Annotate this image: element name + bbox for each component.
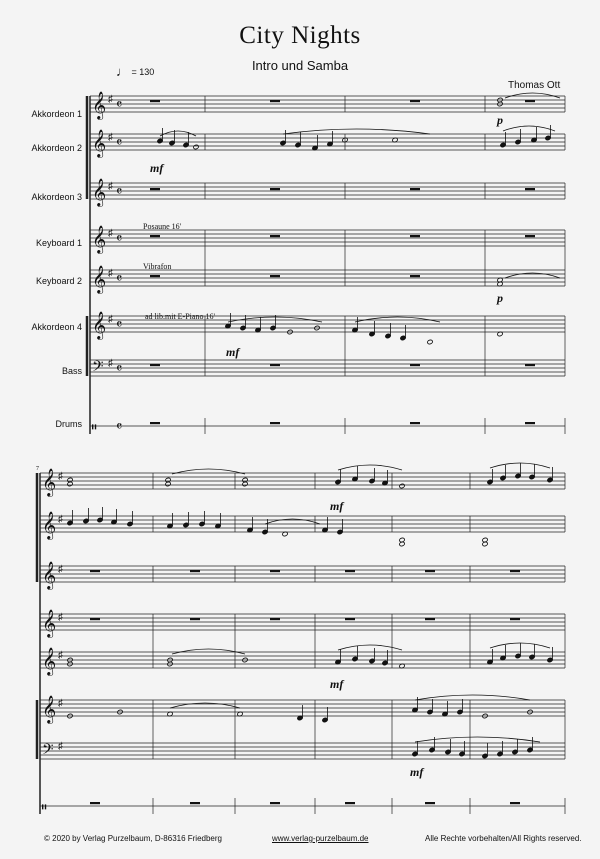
- key-signature-sharp: ♯: [58, 564, 63, 575]
- page-title: City Nights: [239, 22, 361, 49]
- dynamic-marking: mf: [410, 765, 424, 779]
- key-signature-sharp: ♯: [108, 268, 113, 279]
- whole-rest: [270, 802, 280, 804]
- whole-rest: [270, 275, 280, 277]
- percussion-clef-icon: 𝄥: [92, 421, 97, 436]
- whole-rest: [410, 275, 420, 277]
- common-time-icon: 𝄴: [116, 98, 123, 113]
- common-time-icon: 𝄴: [116, 318, 123, 333]
- common-time-icon: 𝄴: [116, 272, 123, 287]
- whole-rest: [270, 100, 280, 102]
- treble-clef-icon: 𝄞: [42, 563, 57, 589]
- treble-clef-icon: 𝄞: [42, 513, 57, 539]
- whole-rest: [270, 570, 280, 572]
- whole-rest: [410, 422, 420, 424]
- whole-rest: [425, 618, 435, 620]
- slur: [172, 649, 245, 654]
- note-head: [165, 481, 171, 486]
- whole-rest: [150, 364, 160, 366]
- quarter-note-icon: ♩: [116, 64, 129, 79]
- instrument-label: Bass: [61, 366, 82, 376]
- whole-rest: [270, 422, 280, 424]
- note-head: [193, 144, 199, 149]
- key-signature-sharp: ♯: [58, 612, 63, 623]
- whole-rest: [190, 618, 200, 620]
- footer-website-link[interactable]: www.verlag-purzelbaum.de: [272, 834, 369, 843]
- whole-rest: [150, 422, 160, 424]
- treble-clef-icon: 𝄞: [92, 93, 107, 119]
- instrument-label: Keyboard 2: [35, 276, 82, 286]
- slur: [415, 737, 540, 742]
- key-signature-sharp: ♯: [108, 358, 113, 369]
- note-head: [482, 537, 488, 542]
- whole-rest: [525, 422, 535, 424]
- whole-rest: [345, 570, 355, 572]
- note-head: [399, 483, 405, 488]
- instrument-label: Akkordeon 2: [31, 143, 82, 153]
- whole-rest: [510, 570, 520, 572]
- treble-clef-icon: 𝄞: [92, 227, 107, 253]
- treble-clef-icon: 𝄞: [92, 180, 107, 206]
- key-signature-sharp: ♯: [58, 698, 63, 709]
- slur: [505, 93, 560, 98]
- whole-rest: [410, 188, 420, 190]
- whole-rest: [525, 235, 535, 237]
- annotation-vibrafon: Vibrafon: [143, 262, 172, 271]
- whole-rest: [525, 100, 535, 102]
- slur: [338, 465, 402, 470]
- instrument-label: Akkordeon 1: [31, 109, 82, 119]
- whole-rest: [345, 618, 355, 620]
- whole-rest: [190, 570, 200, 572]
- slur: [338, 645, 402, 650]
- whole-rest: [510, 618, 520, 620]
- page-subtitle: Intro und Samba: [251, 58, 349, 73]
- common-time-icon: 𝄴: [116, 185, 123, 200]
- whole-rest: [410, 364, 420, 366]
- whole-rest: [425, 802, 435, 804]
- whole-rest: [90, 618, 100, 620]
- key-signature-sharp: ♯: [108, 181, 113, 192]
- dynamic-marking: mf: [330, 499, 344, 513]
- whole-rest: [190, 802, 200, 804]
- treble-clef-icon: 𝄞: [42, 697, 57, 723]
- note-head: [67, 481, 73, 486]
- whole-rest: [525, 188, 535, 190]
- bass-clef-icon: 𝄢: [92, 358, 104, 378]
- whole-rest: [150, 275, 160, 277]
- treble-clef-icon: 𝄞: [42, 611, 57, 637]
- note-head: [399, 537, 405, 542]
- key-signature-sharp: ♯: [108, 132, 113, 143]
- common-time-icon: 𝄴: [116, 362, 123, 377]
- whole-rest: [345, 802, 355, 804]
- dynamic-marking: mf: [150, 161, 164, 175]
- whole-rest: [425, 570, 435, 572]
- slur: [355, 317, 440, 322]
- key-signature-sharp: ♯: [58, 741, 63, 752]
- tempo-value: = 130: [131, 67, 155, 77]
- bass-clef-icon: 𝄢: [42, 741, 54, 761]
- instrument-label: Akkordeon 3: [31, 192, 82, 202]
- slur: [503, 126, 555, 131]
- whole-rest: [410, 235, 420, 237]
- measure-number: 7: [36, 466, 39, 472]
- treble-clef-icon: 𝄞: [42, 649, 57, 675]
- key-signature-sharp: ♯: [108, 314, 113, 325]
- whole-rest: [150, 100, 160, 102]
- key-signature-sharp: ♯: [108, 228, 113, 239]
- whole-rest: [525, 364, 535, 366]
- annotation-epiano: ad lib.mit E-Piano 16': [145, 312, 215, 321]
- common-time-icon: 𝄴: [116, 232, 123, 247]
- footer-copyright: © 2020 by Verlag Purzelbaum, D-86316 Friedberg: [44, 834, 222, 843]
- whole-rest: [270, 235, 280, 237]
- whole-rest: [90, 802, 100, 804]
- dynamic-marking: mf: [226, 345, 240, 359]
- whole-rest: [410, 100, 420, 102]
- dynamic-marking: mf: [330, 677, 344, 691]
- whole-rest: [150, 188, 160, 190]
- treble-clef-icon: 𝄞: [92, 131, 107, 157]
- instrument-label: Keyboard 1: [35, 238, 82, 248]
- common-time-icon: 𝄴: [116, 420, 123, 435]
- key-signature-sharp: ♯: [58, 471, 63, 482]
- note-head: [242, 481, 248, 486]
- composer-name: Thomas Ott: [508, 80, 561, 91]
- footer-rights: Alle Rechte vorbehalten/All Rights reserved.: [425, 834, 582, 843]
- treble-clef-icon: 𝄞: [92, 313, 107, 339]
- whole-rest: [150, 235, 160, 237]
- whole-rest: [510, 802, 520, 804]
- key-signature-sharp: ♯: [58, 650, 63, 661]
- common-time-icon: 𝄴: [116, 136, 123, 151]
- treble-clef-icon: 𝄞: [92, 267, 107, 293]
- whole-rest: [270, 618, 280, 620]
- dynamic-marking: p: [497, 113, 503, 127]
- percussion-clef-icon: 𝄥: [42, 801, 47, 816]
- slur: [160, 131, 196, 136]
- slur: [283, 129, 430, 134]
- instrument-label: Akkordeon 4: [31, 322, 82, 332]
- whole-rest: [270, 188, 280, 190]
- annotation-posaune: Posaune 16': [143, 222, 182, 231]
- instrument-label: Drums: [55, 419, 82, 429]
- whole-rest: [270, 364, 280, 366]
- key-signature-sharp: ♯: [108, 94, 113, 105]
- whole-rest: [90, 570, 100, 572]
- dynamic-marking: p: [497, 291, 503, 305]
- key-signature-sharp: ♯: [58, 514, 63, 525]
- note-head: [427, 339, 433, 344]
- treble-clef-icon: 𝄞: [42, 470, 57, 496]
